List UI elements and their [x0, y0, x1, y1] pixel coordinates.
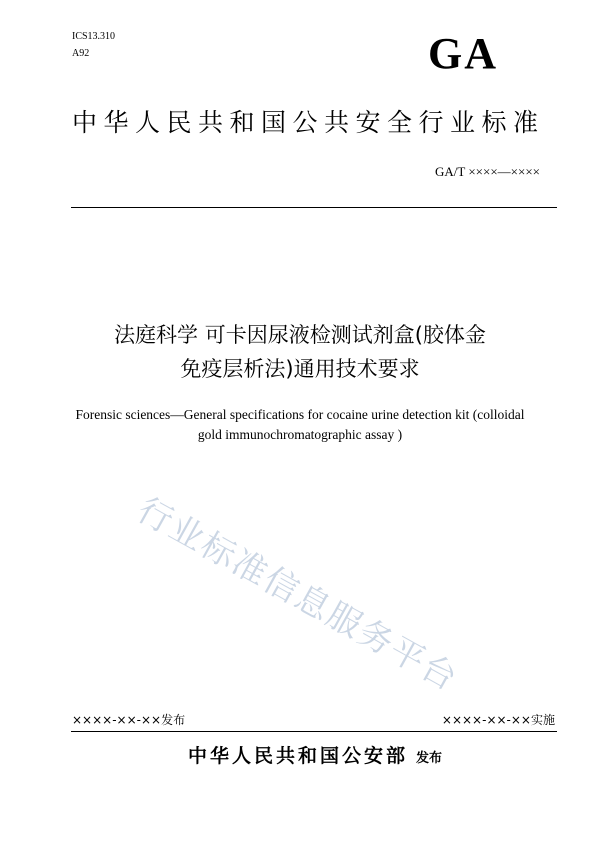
- header-divider: [71, 207, 557, 208]
- standard-category-title: 中华人民共和国公共安全行业标准: [72, 108, 545, 137]
- ics-code: ICS13.310: [72, 31, 116, 42]
- english-title-line-2: gold immunochromatographic assay ): [197, 427, 403, 442]
- implementation-date: ××××-××-××实施: [441, 713, 555, 727]
- issuer-verb: 发布: [416, 751, 443, 766]
- footer-divider: [71, 731, 557, 732]
- issuer-line: [72, 741, 558, 768]
- watermark: 行业标准信息服务平台: [130, 490, 465, 700]
- chinese-title-line-2: 免疫层析法)通用技术要求: [180, 357, 420, 381]
- standard-number: GA/T ××××—××××: [435, 164, 540, 179]
- chinese-title: [60, 318, 540, 386]
- english-title: [60, 405, 540, 445]
- issuer-organization: 中华人民共和国公安部: [187, 745, 408, 767]
- chinese-title-line-1: 法庭科学 可卡因尿液检测试剂盒(胶体金: [114, 323, 486, 347]
- issue-date: ××××-××-××发布: [72, 713, 186, 727]
- english-title-line-1: Forensic sciences—General specifications for cocaine urine detection kit (colloidal: [75, 407, 525, 422]
- ga-logo: GA: [428, 29, 498, 78]
- ccs-code: A92: [72, 48, 90, 59]
